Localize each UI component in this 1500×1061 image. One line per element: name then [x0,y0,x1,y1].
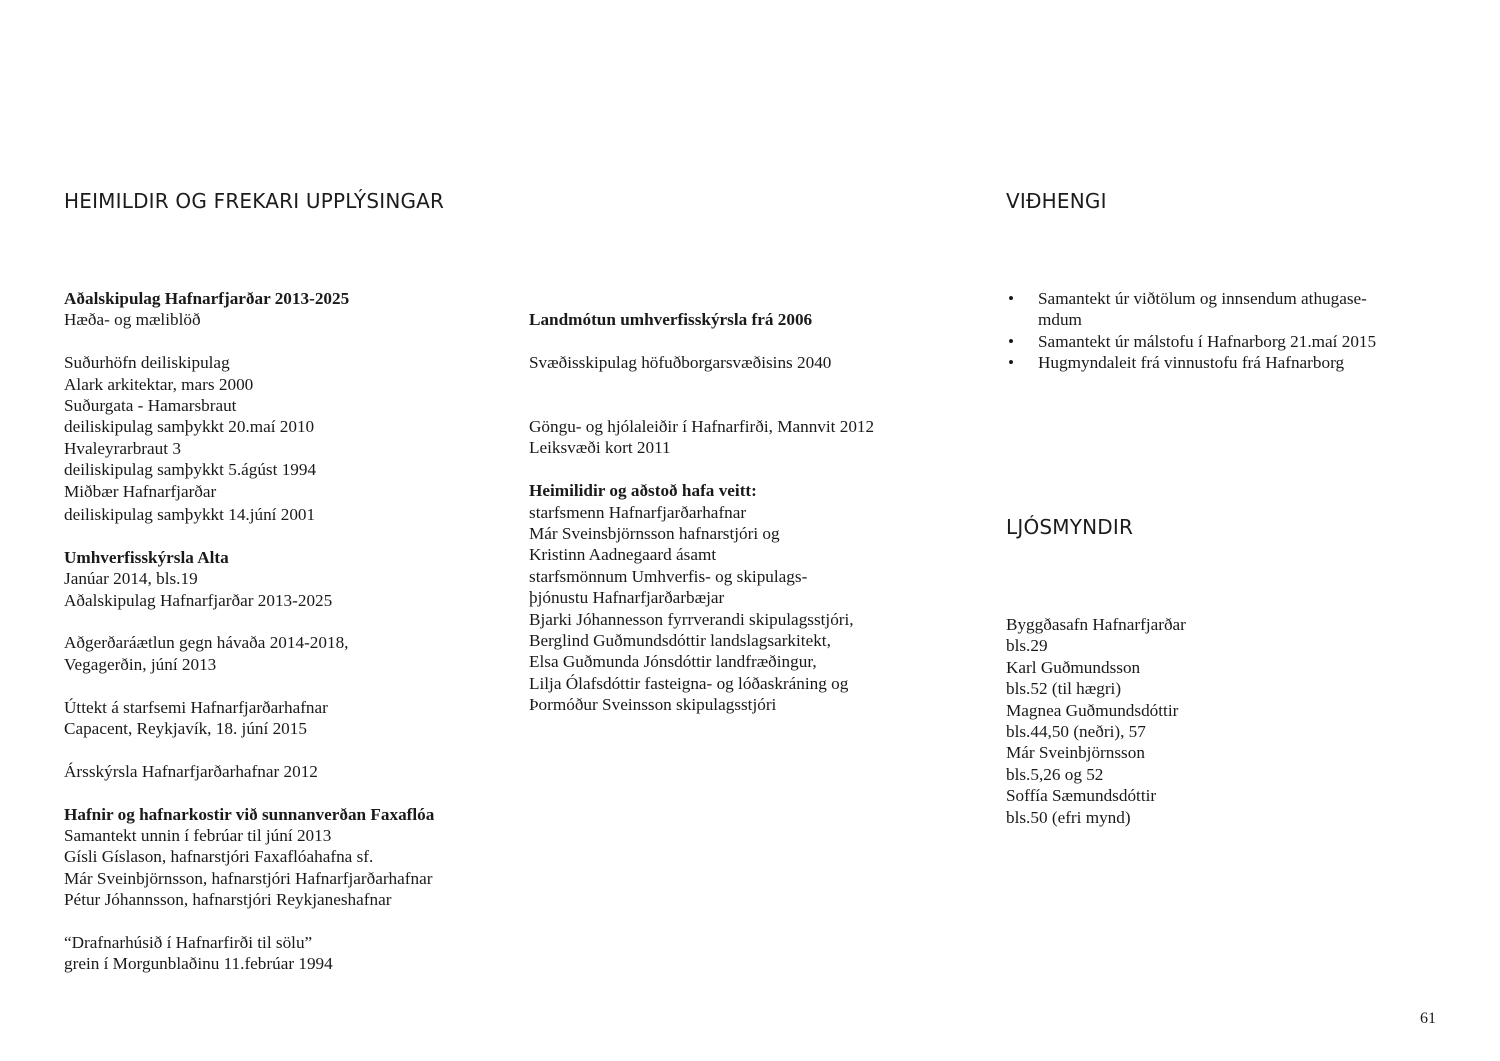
source-line: Svæðisskipulag höfuðborgarsvæðisins 2040 [529,352,832,372]
source-line: starfsmönnum Umhverfis- og skipulags- [529,566,808,586]
source-line: Þormóður Sveinsson skipulagsstjóri [529,695,777,715]
source-title: Aðalskipulag Hafnarfjarðar 2013-2025 [64,289,350,308]
sources-column-middle [529,309,874,716]
sources-heading: HEIMILDIR OG FREKARI UPPLÝSINGAR [64,189,445,213]
bullet-icon: • [1008,353,1015,373]
appendix-item: • Samantekt úr málstofu í Hafnarborg 21.maí 2015 [1008,331,1377,351]
photo-credit-name: Soffía Sæmundsdóttir [1006,786,1157,806]
bullet-icon: • [1008,289,1015,308]
source-line: Úttekt á starfsemi Hafnarfjarðarhafnar [64,697,328,717]
source-line: Lilja Ólafsdóttir fasteigna- og lóðaskráning og [529,673,849,693]
source-title: Umhverfisskýrsla Alta [64,547,229,567]
source-line: Leiksvæði kort 2011 [529,438,671,458]
photo-credit-pages: bls.29 [1006,636,1048,656]
sources-column-left [64,288,434,975]
source-line: Suðurgata - Hamarsbraut [64,396,237,416]
source-line: Ársskýrsla Hafnarfjarðarhafnar 2012 [64,761,318,781]
source-line: Gísli Gíslason, hafnarstjóri Faxaflóahafna sf. [64,847,374,867]
photo-credit-pages: bls.50 (efri mynd) [1006,807,1131,827]
photo-credit-pages: bls.5,26 og 52 [1006,764,1104,784]
source-line: “Drafnarhúsið í Hafnarfirði til sölu” [64,933,313,953]
appendix-heading: VIÐHENGI [1006,189,1107,213]
source-line: Aðgerðaráætlun gegn hávaða 2014-2018, [64,633,349,653]
appendix-item: • Hugmyndaleit frá vinnustofu frá Hafnarborg [1008,353,1345,373]
source-line: Berglind Guðmundsdóttir landslagsarkitekt, [529,631,831,651]
photos-heading: LJÓSMYNDIR [1006,515,1134,539]
photo-credit-name: Már Sveinbjörnsson [1006,743,1145,763]
source-title: Hafnir og hafnarkostir við sunnanverðan Faxaflóa [64,804,435,824]
source-line: Janúar 2014, bls.19 [64,569,198,589]
source-line: Miðbær Hafnarfjarðar [64,481,217,501]
source-line: Alark arkitektar, mars 2000 [64,374,254,394]
source-line: Elsa Guðmunda Jónsdóttir landfræðingur, [529,652,817,672]
source-line: Hæða- og mæliblöð [64,310,201,330]
source-line: þjónustu Hafnarfjarðarbæjar [529,588,725,608]
photo-credits [1006,614,1186,828]
source-line: grein í Morgunblaðinu 11.febrúar 1994 [64,954,333,974]
source-line: Pétur Jóhannsson, hafnarstjóri Reykjaneshafnar [64,890,392,910]
source-line: Capacent, Reykjavík, 18. júní 2015 [64,719,307,739]
source-line: deiliskipulag samþykkt 14.júní 2001 [64,505,316,525]
source-line: Vegagerðin, júní 2013 [64,654,217,674]
photo-credit-name: Byggðasafn Hafnarfjarðar [1006,615,1186,634]
source-title: Heimilidir og aðstoð hafa veitt: [529,481,757,501]
source-line: Már Sveinsbjörnsson hafnarstjóri og [529,524,780,544]
page-number: 61 [1420,1010,1436,1027]
photo-credit-name: Magnea Guðmundsdóttir [1006,700,1179,720]
source-line: Kristinn Aadnegaard ásamt [529,545,717,565]
source-title: Landmótun umhverfisskýrsla frá 2006 [529,310,813,329]
appendix-list [1006,288,1376,374]
photo-credit-name: Karl Guðmundsson [1006,657,1141,677]
source-line: Már Sveinbjörnsson, hafnarstjóri Hafnarfjarðarhafnar [64,868,433,888]
source-line: Samantekt unnin í febrúar til júní 2013 [64,826,332,846]
photo-credit-pages: bls.52 (til hægri) [1006,679,1122,699]
bullet-icon: • [1008,331,1015,351]
source-line: Suðurhöfn deiliskipulag [64,353,230,373]
source-line: Aðalskipulag Hafnarfjarðar 2013-2025 [64,590,333,610]
source-line: Bjarki Jóhannesson fyrrverandi skipulagsstjóri, [529,609,854,629]
source-line: Hvaleyrarbraut 3 [64,438,181,458]
appendix-item: • Samantekt úr viðtölum og innsendum athugase- mdum [1008,289,1367,330]
source-line: Göngu- og hjólaleiðir í Hafnarfirði, Mannvit 2012 [529,417,875,436]
source-line: starfsmenn Hafnarfjarðarhafnar [529,502,747,522]
source-line: deiliskipulag samþykkt 5.ágúst 1994 [64,460,317,480]
photo-credit-pages: bls.44,50 (neðri), 57 [1006,722,1146,742]
source-line: deiliskipulag samþykkt 20.maí 2010 [64,417,315,437]
